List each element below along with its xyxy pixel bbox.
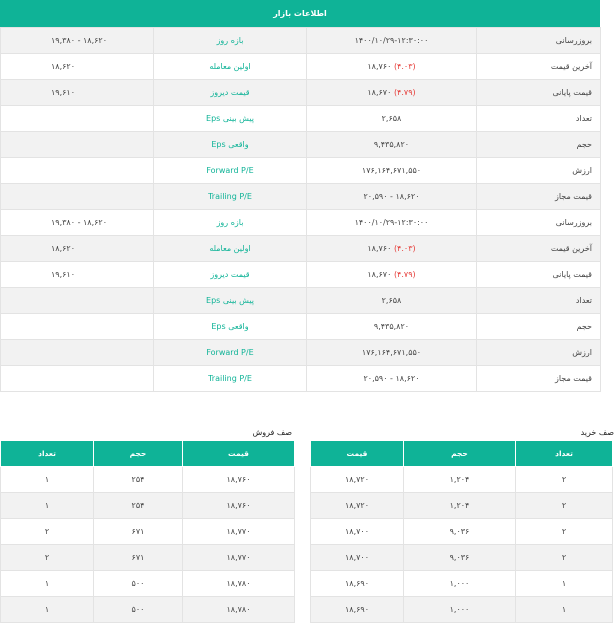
buy-queue-price: ۱۸,۷۲۰	[311, 467, 404, 493]
market-row-change: (۴.۰۳)	[393, 62, 416, 71]
market-row-value: ۲,۶۵۸	[381, 296, 402, 305]
market-row-label: حجم	[477, 132, 601, 158]
buy-queue-row	[311, 597, 613, 623]
sell-queue-header-count: تعداد	[1, 441, 94, 467]
buy-queue-header-price: قیمت	[311, 441, 404, 467]
market-row-label2: بازه روز	[154, 28, 307, 54]
buy-queue-volume: ۹,۰۳۶	[404, 545, 516, 571]
buy-queue-volume: ۱,۲۰۴	[404, 467, 516, 493]
market-row	[1, 340, 601, 366]
sell-queue-price: ۱۸,۷۷۰	[183, 519, 295, 545]
market-row-value: ۲۰,۵۹۰ - ۱۸,۶۲۰	[363, 192, 420, 201]
sell-queue-count: ۱	[1, 597, 94, 623]
market-row-label: قیمت پایانی	[477, 262, 601, 288]
market-row-value: ۲,۶۵۸	[381, 114, 402, 123]
sell-queue-count: ۱	[1, 493, 94, 519]
market-row-value2	[1, 132, 154, 158]
market-row-value2	[1, 288, 154, 314]
market-row-label2: بازه روز	[154, 210, 307, 236]
sell-queue-row	[1, 597, 295, 623]
buy-queue-row	[311, 571, 613, 597]
market-row-value2: ۱۹,۶۱۰	[1, 80, 154, 106]
buy-queue-panel	[310, 426, 614, 623]
market-row-value: ۲۰,۵۹۰ - ۱۸,۶۲۰	[363, 374, 420, 383]
market-row-value-cell	[307, 132, 477, 158]
sell-queue-row	[1, 493, 295, 519]
buy-queue-row	[311, 467, 613, 493]
sell-queue-header-row	[1, 441, 295, 467]
market-info-table	[0, 27, 601, 392]
buy-queue-title: صف خرید	[580, 428, 614, 437]
sell-queue-panel	[0, 426, 294, 623]
market-row-label2: Trailing P/E	[154, 184, 307, 210]
sell-queue-header-volume: حجم	[94, 441, 183, 467]
buy-queue-header-count: تعداد	[516, 441, 613, 467]
market-row-value2: ۱۹,۳۸۰ - ۱۸,۶۲۰	[1, 210, 154, 236]
market-row-label: تعداد	[477, 106, 601, 132]
market-row-value-cell	[307, 366, 477, 392]
sell-queue-count: ۱	[1, 571, 94, 597]
market-row-value: ۱۸,۷۶۰	[367, 62, 392, 71]
buy-queue-count: ۲	[516, 493, 613, 519]
buy-queue-volume: ۱,۲۰۴	[404, 493, 516, 519]
sell-queue-volume: ۵۰۰	[94, 597, 183, 623]
market-row	[1, 106, 601, 132]
market-row-value2: ۱۹,۳۸۰ - ۱۸,۶۲۰	[1, 28, 154, 54]
market-row-label: تعداد	[477, 288, 601, 314]
market-row-value2	[1, 106, 154, 132]
sell-queue-table	[0, 440, 295, 623]
market-row-value2: ۱۸,۶۲۰	[1, 236, 154, 262]
buy-queue-price: ۱۸,۷۰۰	[311, 545, 404, 571]
market-row-value-cell	[307, 262, 477, 288]
market-row-value: ۱۷۶,۱۶۴,۶۷۱,۵۵۰	[361, 348, 422, 357]
market-row	[1, 288, 601, 314]
market-row-change: (۴.۰۳)	[393, 244, 416, 253]
sell-queue-row	[1, 519, 295, 545]
sell-queue-row	[1, 467, 295, 493]
market-row-value: ۱۴۰۰/۱۰/۲۹-۱۲:۳۰:۰۰	[354, 36, 429, 45]
buy-queue-count: ۱	[516, 597, 613, 623]
market-row-value: ۱۴۰۰/۱۰/۲۹-۱۲:۳۰:۰۰	[354, 218, 429, 227]
market-row-label: آخرین قیمت	[477, 54, 601, 80]
market-row-label: حجم	[477, 314, 601, 340]
buy-queue-price: ۱۸,۶۹۰	[311, 597, 404, 623]
market-row	[1, 80, 601, 106]
market-row-value: ۹,۴۳۵,۸۲۰	[373, 322, 410, 331]
market-row-label: ارزش	[477, 340, 601, 366]
market-row	[1, 184, 601, 210]
market-row	[1, 28, 601, 54]
buy-queue-count: ۲	[516, 467, 613, 493]
market-row-change: (۴.۷۹)	[393, 88, 416, 97]
sell-queue-volume: ۶۷۱	[94, 519, 183, 545]
market-row-value-cell	[307, 340, 477, 366]
market-row-value: ۱۸,۶۷۰	[367, 270, 392, 279]
market-row-label2: قیمت دیروز	[154, 262, 307, 288]
market-row-value: ۱۸,۶۷۰	[367, 88, 392, 97]
market-row-value-cell	[307, 236, 477, 262]
buy-queue-row	[311, 545, 613, 571]
market-info-title: اطلاعات بازار	[0, 0, 600, 27]
market-row-label2: Eps پیش بینی	[154, 106, 307, 132]
market-row-label2: Eps واقعی	[154, 132, 307, 158]
market-row-value-cell	[307, 288, 477, 314]
buy-queue-row	[311, 519, 613, 545]
sell-queue-price: ۱۸,۷۶۰	[183, 493, 295, 519]
sell-queue-price: ۱۸,۷۶۰	[183, 467, 295, 493]
market-row	[1, 366, 601, 392]
market-row-label2: قیمت دیروز	[154, 80, 307, 106]
buy-queue-volume: ۱,۰۰۰	[404, 571, 516, 597]
market-row-label: بروزرسانی	[477, 210, 601, 236]
market-row-label: ارزش	[477, 158, 601, 184]
market-row-value2	[1, 340, 154, 366]
market-row	[1, 158, 601, 184]
market-row-value-cell	[307, 184, 477, 210]
market-row-label: آخرین قیمت	[477, 236, 601, 262]
market-row-label2: اولین معامله	[154, 54, 307, 80]
market-row-label2: Forward P/E	[154, 340, 307, 366]
buy-queue-count: ۲	[516, 545, 613, 571]
market-row-value2: ۱۸,۶۲۰	[1, 54, 154, 80]
buy-queue-price: ۱۸,۷۰۰	[311, 519, 404, 545]
buy-queue-row	[311, 493, 613, 519]
market-row	[1, 210, 601, 236]
market-row	[1, 262, 601, 288]
market-row	[1, 54, 601, 80]
market-row	[1, 132, 601, 158]
market-row-value2	[1, 314, 154, 340]
sell-queue-volume: ۲۵۴	[94, 493, 183, 519]
market-row-label2: Forward P/E	[154, 158, 307, 184]
sell-queue-header-price: قیمت	[183, 441, 295, 467]
market-row-value2	[1, 184, 154, 210]
market-row-value-cell	[307, 158, 477, 184]
buy-queue-count: ۲	[516, 519, 613, 545]
sell-queue-title: صف فروش	[252, 428, 292, 437]
market-row-label: قیمت مجاز	[477, 184, 601, 210]
market-row-label2: اولین معامله	[154, 236, 307, 262]
buy-queue-header-row	[311, 441, 613, 467]
market-row-change: (۴.۷۹)	[393, 270, 416, 279]
buy-queue-header-volume: حجم	[404, 441, 516, 467]
market-row-label: قیمت مجاز	[477, 366, 601, 392]
sell-queue-count: ۱	[1, 467, 94, 493]
market-row-value: ۱۷۶,۱۶۴,۶۷۱,۵۵۰	[361, 166, 422, 175]
sell-queue-price: ۱۸,۷۷۰	[183, 545, 295, 571]
market-row-value2: ۱۹,۶۱۰	[1, 262, 154, 288]
sell-queue-volume: ۲۵۴	[94, 467, 183, 493]
sell-queue-row	[1, 545, 295, 571]
market-row-value-cell	[307, 314, 477, 340]
market-row-value-cell	[307, 80, 477, 106]
buy-queue-count: ۱	[516, 571, 613, 597]
sell-queue-price: ۱۸,۷۸۰	[183, 571, 295, 597]
market-row-value: ۹,۴۳۵,۸۲۰	[373, 140, 410, 149]
buy-queue-table	[310, 440, 613, 623]
market-row-label2: Eps پیش بینی	[154, 288, 307, 314]
market-row-value2	[1, 366, 154, 392]
buy-queue-volume: ۹,۰۳۶	[404, 519, 516, 545]
sell-queue-volume: ۶۷۱	[94, 545, 183, 571]
sell-queue-volume: ۵۰۰	[94, 571, 183, 597]
sell-queue-count: ۲	[1, 545, 94, 571]
market-row	[1, 314, 601, 340]
market-row-value-cell	[307, 210, 477, 236]
market-row-value2	[1, 158, 154, 184]
market-row-value-cell	[307, 54, 477, 80]
sell-queue-row	[1, 571, 295, 597]
market-row-label2: Eps واقعی	[154, 314, 307, 340]
buy-queue-volume: ۱,۰۰۰	[404, 597, 516, 623]
market-row-label: قیمت پایانی	[477, 80, 601, 106]
market-row-label: بروزرسانی	[477, 28, 601, 54]
market-row-value-cell	[307, 28, 477, 54]
sell-queue-price: ۱۸,۷۸۰	[183, 597, 295, 623]
buy-queue-price: ۱۸,۶۹۰	[311, 571, 404, 597]
market-row	[1, 236, 601, 262]
market-row-value: ۱۸,۷۶۰	[367, 244, 392, 253]
market-row-label2: Trailing P/E	[154, 366, 307, 392]
sell-queue-count: ۲	[1, 519, 94, 545]
market-row-value-cell	[307, 106, 477, 132]
buy-queue-price: ۱۸,۷۲۰	[311, 493, 404, 519]
